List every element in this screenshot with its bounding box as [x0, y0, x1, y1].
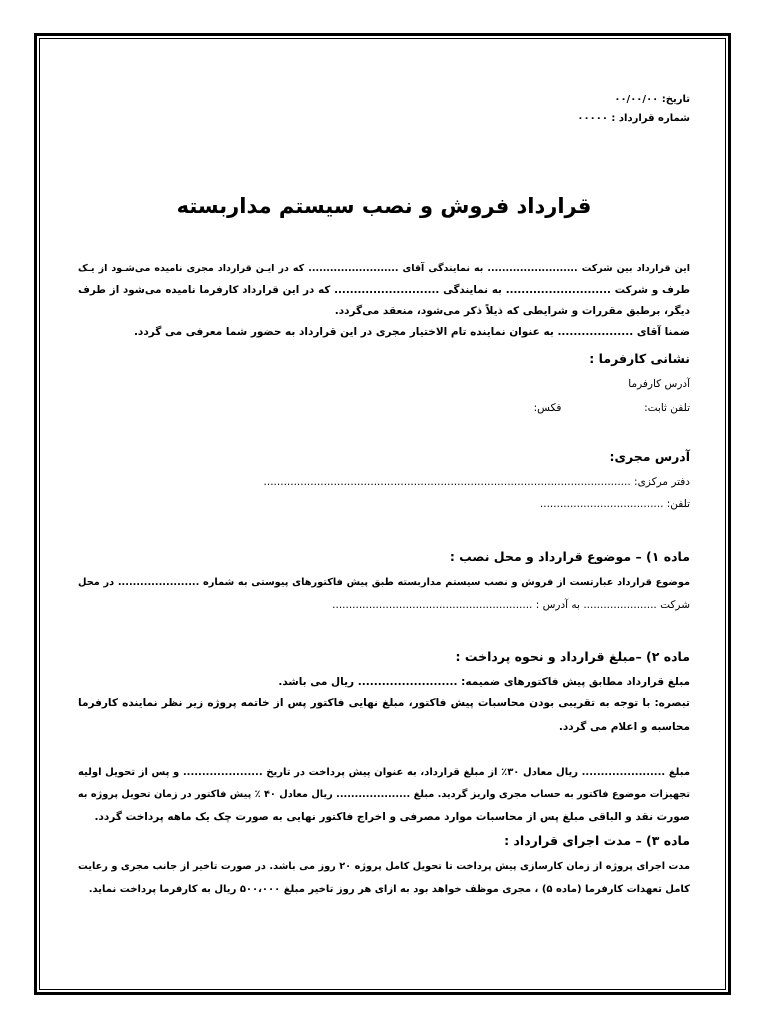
intro-line-1: این قرارداد بین شرکت ......................... به نمایندگی آقای ......................... که در ایـن قرارداد مجری نامیده می‌شـود از یـک — [78, 263, 690, 274]
article-3-heading: ماده ۳) – مدت اجرای قرارداد : — [504, 833, 690, 848]
article-2-note-2: محاسبه و اعلام می گردد. — [558, 721, 690, 733]
contractor-office-line: دفتر مرکزی: .............................................................................................................. — [263, 476, 690, 488]
contract-number: شماره قرارداد : ۰۰۰۰۰ — [577, 113, 690, 124]
intro-line-3: دیگر، برطبق مقررات و شرایطی که ذیلاً ذکر می‌شود، منعقد می‌گردد. — [334, 305, 690, 317]
article-2-line-1: مبلغ قرارداد مطابق پیش فاکتورهای ضمیمه: ......................... ریال می باشد. — [278, 676, 690, 688]
article-2-payment-2: تجهیزات موضوع فاکتور به حساب مجری واریز گردید. مبلغ .................... ریال معادل ۴۰ ٪ پیش فاکتور در زمان تحویل پروژه به — [77, 789, 690, 800]
article-1-line-2: شرکت ...................... به آدرس : ............................................................ — [332, 599, 690, 611]
contractor-phone-line: تلفن: ..................................... — [539, 498, 690, 510]
intro-line-4: ضمنا آقای ................... به عنوان نماینده تام الاختیار مجری در این قرارداد به حضور شما معرفی می گردد. — [133, 326, 690, 338]
article-2-note-1: تبصره: با توجه به تقریبی بودن محاسبات پیش فاکتور، مبلغ نهایی فاکتور پس از خاتمه پروژه زیر نظر نماینده کارفرما — [78, 697, 690, 709]
client-fax-label: فکس: — [533, 402, 562, 414]
contract-document — [78, 0, 690, 1024]
document-title: قرارداد فروش و نصب سیستم مداربسته — [176, 194, 592, 218]
intro-line-2: طرف و شرکت ........................... به نمایندگی ........................... که در این قرارداد کارفرما نامیده می‌شود از طرف — [78, 284, 690, 296]
client-phone-row — [78, 401, 690, 415]
article-2-payment-1: مبلغ ...................... ریال معادل ۳۰٪ از مبلغ قرارداد، به عنوان پیش پرداخت در تاریخ ..................... و پس از تحویل اولیه — [78, 767, 691, 778]
client-phone-label: تلفن ثابت: — [644, 402, 690, 414]
article-2-payment-3: صورت نقد و الباقی مبلغ پس از محاسبات موارد مصرفی و اخراج فاکتور نهایی به صورت چک یک ماهه پرداخت گردد. — [94, 811, 690, 823]
article-3-line-1: مدت اجرای پروژه از زمان کارسازی پیش پرداخت تا تحویل کامل پروژه ۲۰ روز می باشد. در صورت تاخیر از جانب مجری و رعایت — [78, 861, 690, 872]
client-address-label: آدرس کارفرما — [628, 378, 690, 390]
contract-date: تاریخ: ۰۰/۰۰/۰۰ — [614, 94, 690, 105]
article-3-line-2: کامل تعهدات کارفرما (ماده ۵) ، مجری موظف خواهد بود به ازای هر روز تاخیر مبلغ ۵۰۰،۰۰۰ ریال به کارفرما پرداخت نماید. — [88, 884, 690, 895]
article-1-heading: ماده ۱) – موضوع قرارداد و محل نصب : — [449, 549, 690, 564]
article-1-line-1: موضوع قرارداد عبارتست از فروش و نصب سیستم مداربسته طبق پیش فاکتورهای پیوستی به شماره ...................... در محل — [78, 577, 690, 588]
client-address-heading: نشانی کارفرما : — [589, 351, 690, 366]
article-2-heading: ماده ۲) –مبلغ قرارداد و نحوه پرداخت : — [455, 649, 690, 664]
contractor-address-heading: آدرس مجری: — [609, 449, 690, 464]
